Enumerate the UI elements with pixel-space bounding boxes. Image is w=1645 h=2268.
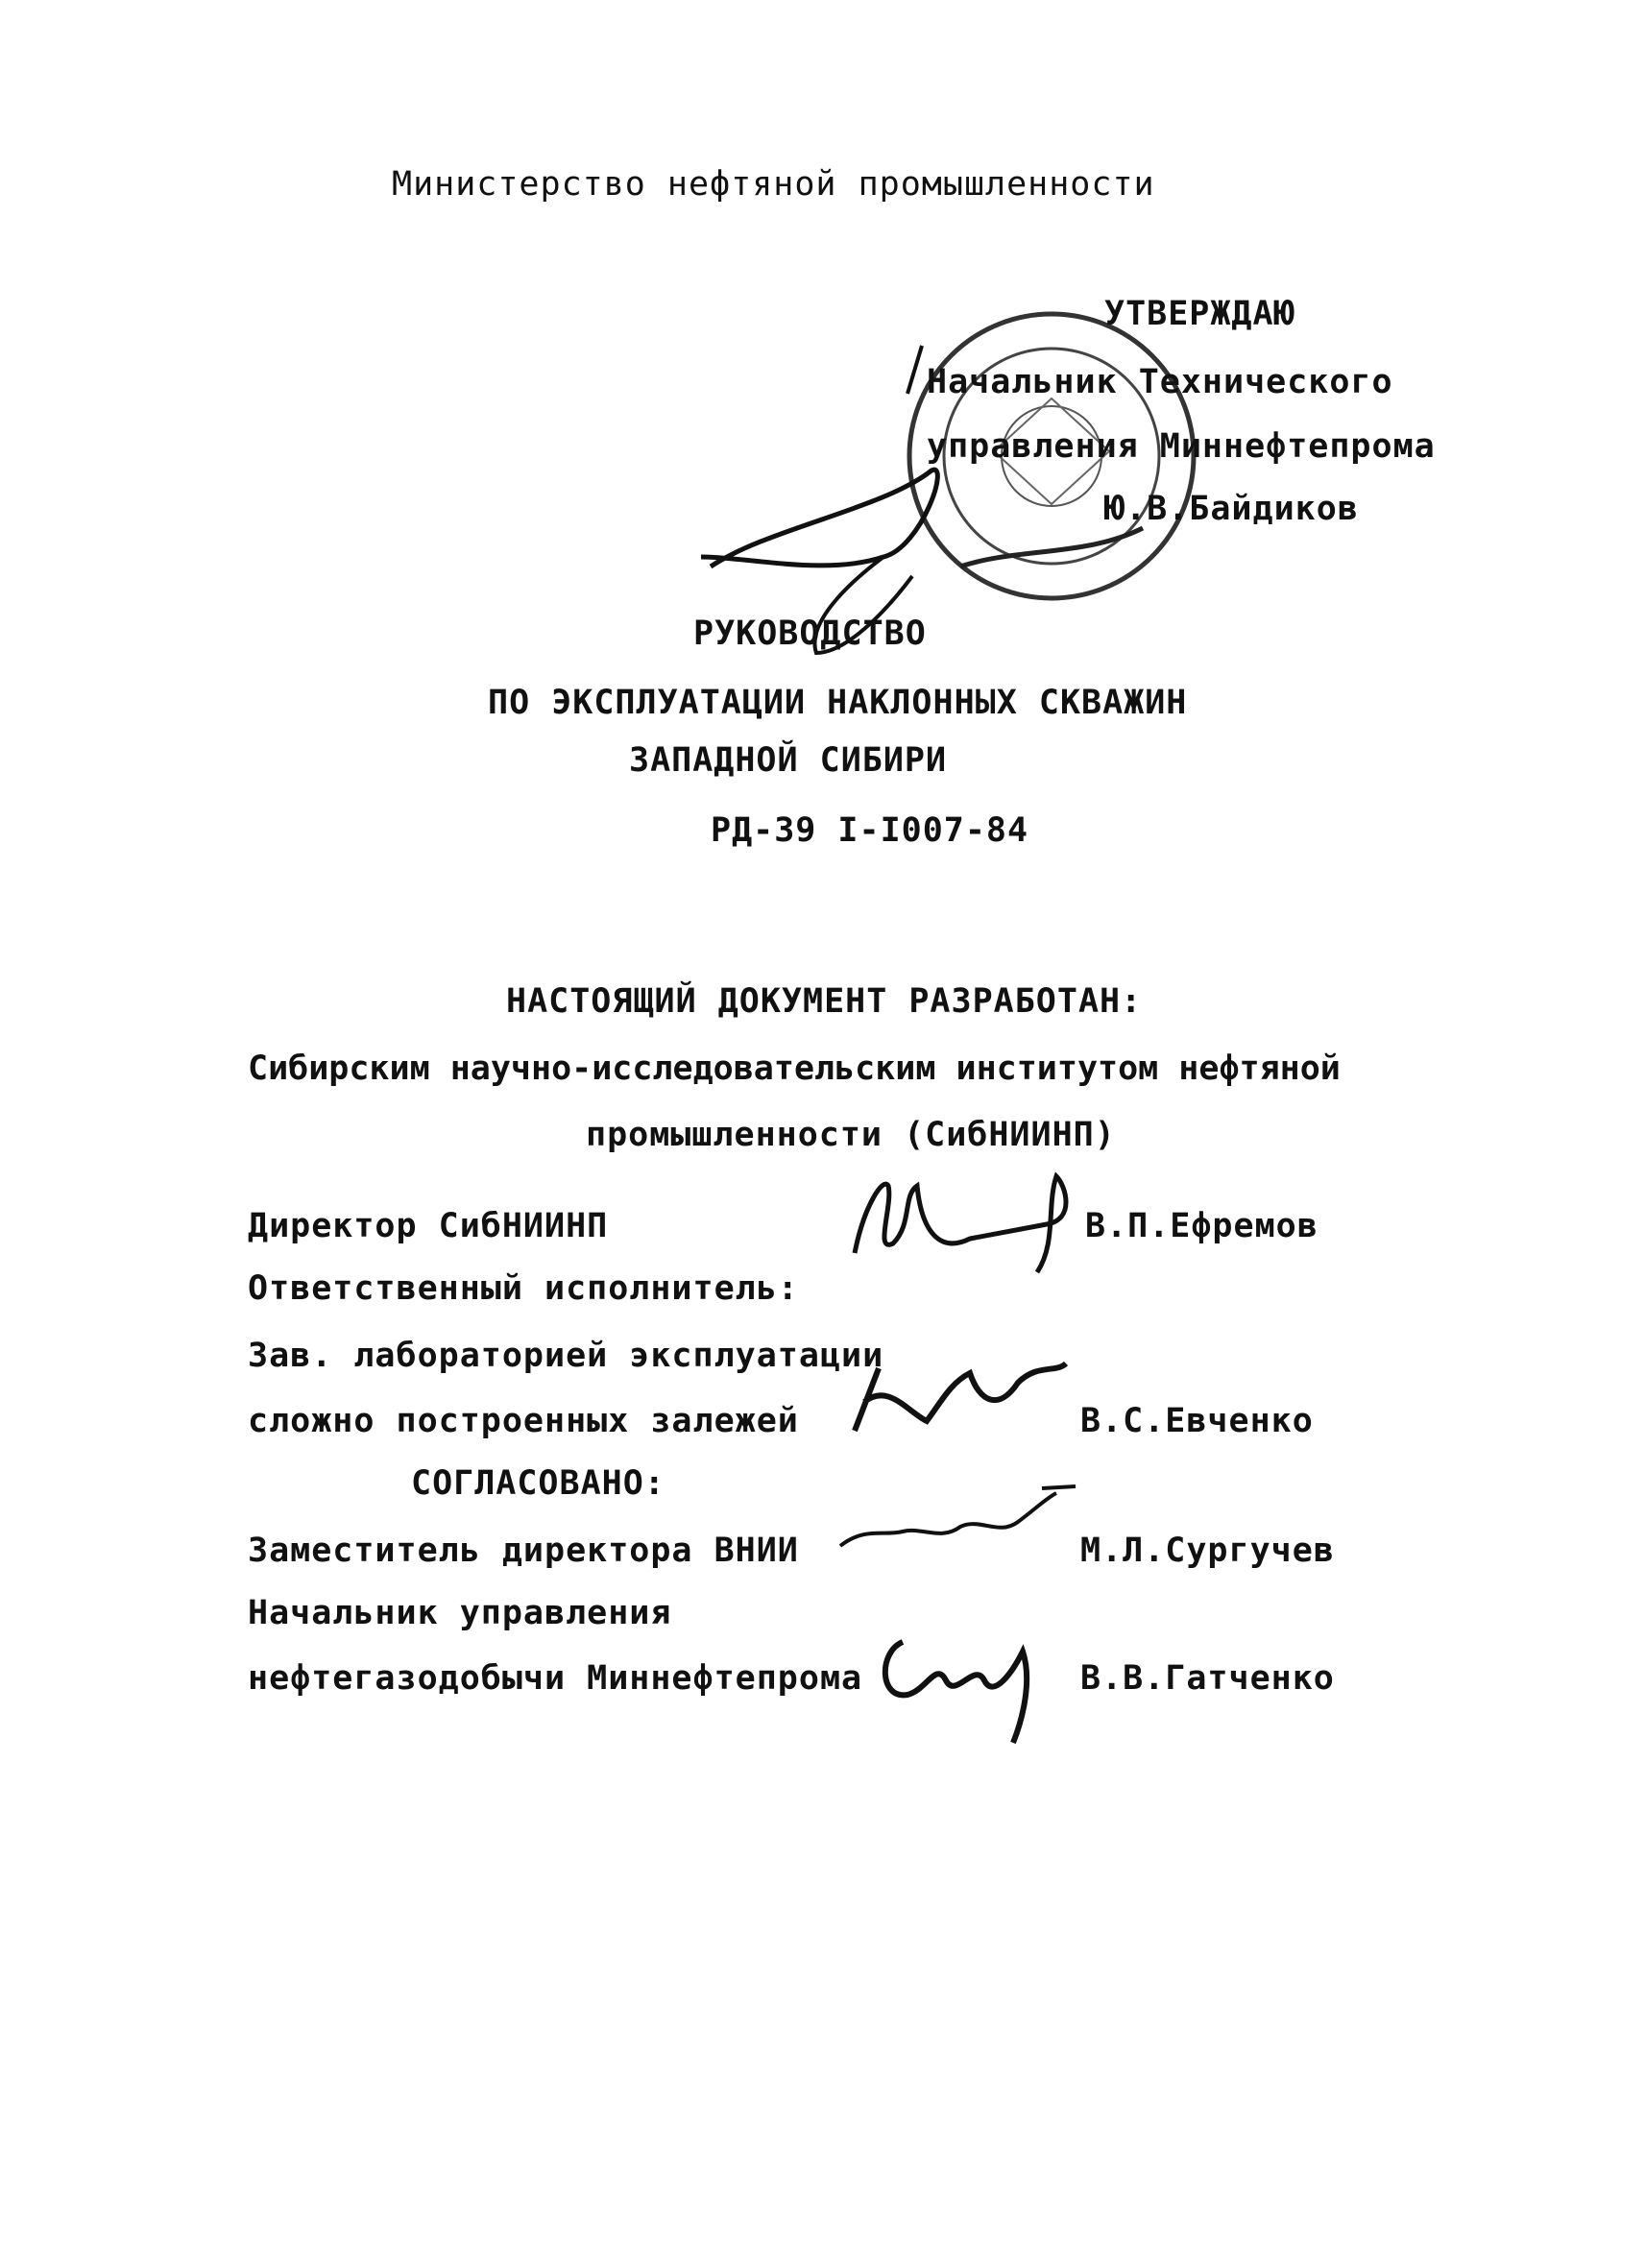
- lab-signature: [835, 1344, 1085, 1450]
- chief-title-1: Начальник управления: [248, 1594, 672, 1632]
- chief-signature: [869, 1623, 1061, 1748]
- deputy-name: М.Л.Сургучев: [1080, 1532, 1335, 1570]
- ministry-header: Министерство нефтяной промышленности: [392, 165, 1155, 204]
- lab-title-2: сложно построенных залежей: [248, 1402, 799, 1440]
- document-title-3: ЗАПАДНОЙ СИБИРИ: [629, 741, 948, 780]
- document-title-1: РУКОВОДСТВО: [693, 615, 927, 653]
- chief-title-2: нефтегазодобычи Миннефтепрома: [248, 1659, 863, 1698]
- approval-line-3: Ю.В.Байдиков: [1104, 490, 1359, 528]
- document-title-2: ПО ЭКСПЛУАТАЦИИ НАКЛОННЫХ СКВАЖИН: [488, 684, 1188, 722]
- responsible-heading: Ответственный исполнитель:: [248, 1269, 799, 1308]
- approval-head: УТВЕРЖДАЮ: [1104, 295, 1295, 333]
- director-name: В.П.Ефремов: [1085, 1207, 1318, 1245]
- developed-heading: НАСТОЯЩИЙ ДОКУМЕНТ РАЗРАБОТАН:: [506, 982, 1143, 1021]
- deputy-signature: [835, 1479, 1085, 1575]
- director-title: Директор СибНИИНП: [248, 1207, 609, 1245]
- director-signature: [845, 1167, 1095, 1282]
- deputy-title: Заместитель директора ВНИИ: [248, 1532, 799, 1570]
- agreed-heading: СОГЛАСОВАНО:: [411, 1464, 665, 1503]
- document-code: РД-39 I-I007-84: [711, 811, 1029, 850]
- lab-name: В.С.Евченко: [1080, 1402, 1314, 1440]
- approval-line-2: управления Миннефтепрома: [927, 427, 1436, 466]
- lab-title-1: Зав. лабораторией эксплуатации: [248, 1337, 884, 1375]
- chief-name: В.В.Гатченко: [1080, 1659, 1335, 1698]
- developed-line-2: промышленности (СибНИИНП): [586, 1116, 1116, 1154]
- developed-line-1: Сибирским научно-исследовательским институтом нефтяной: [248, 1050, 1341, 1088]
- approval-line-1: Начальник Технического: [927, 363, 1393, 401]
